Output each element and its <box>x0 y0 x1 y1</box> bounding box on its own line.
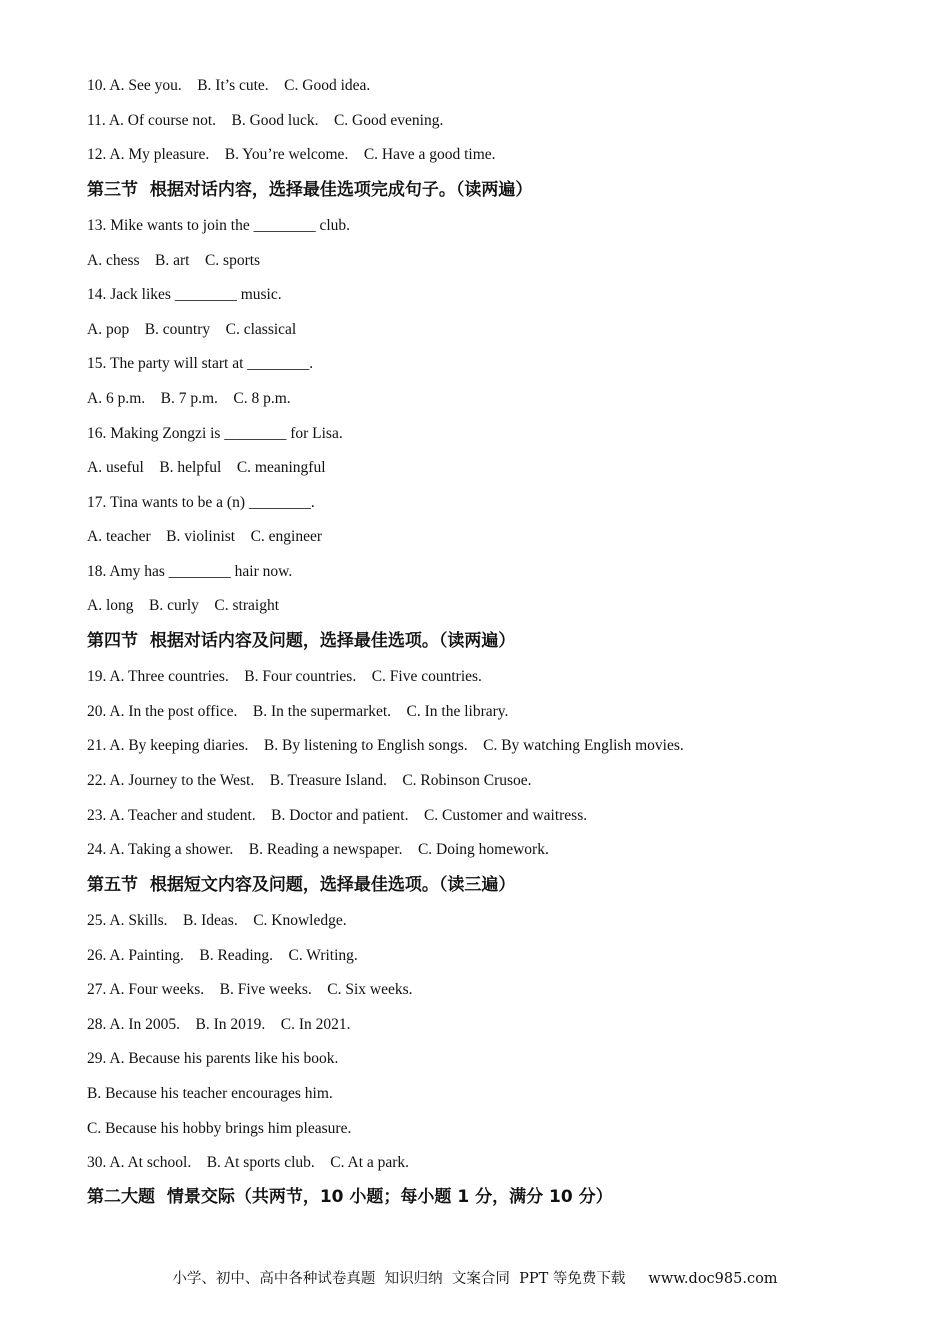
question-21: 21. A. By keeping diaries. B. By listening to English songs. C. By watching English movies. <box>87 737 684 754</box>
question-18: 18. Amy has ________ hair now. <box>87 563 293 580</box>
section-3-heading: 第三节 根据对话内容，选择最佳选项完成句子。（读两遍） <box>87 180 533 200</box>
question-17: 17. Tina wants to be a (n) ________. <box>87 494 315 511</box>
question-29-option-b: B. Because his teacher encourages him. <box>87 1085 333 1102</box>
question-18-options: A. long B. curly C. straight <box>87 597 280 614</box>
section-4-heading: 第四节 根据对话内容及问题，选择最佳选项。（读两遍） <box>87 631 516 651</box>
question-16-options: A. useful B. helpful C. meaningful <box>87 459 326 476</box>
question-28: 28. A. In 2005. B. In 2019. C. In 2021. <box>87 1016 351 1033</box>
question-29: 29. A. Because his parents like his book. <box>87 1050 339 1067</box>
question-22: 22. A. Journey to the West. B. Treasure Island. C. Robinson Crusoe. <box>87 772 532 789</box>
question-13-options: A. chess B. art C. sports <box>87 252 261 269</box>
question-10: 10. A. See you. B. It’s cute. C. Good idea. <box>87 77 371 94</box>
question-27: 27. A. Four weeks. B. Five weeks. C. Six weeks. <box>87 981 413 998</box>
question-30: 30. A. At school. B. At sports club. C. At a park. <box>87 1154 410 1171</box>
question-13: 13. Mike wants to join the ________ club. <box>87 217 351 234</box>
question-11: 11. A. Of course not. B. Good luck. C. Good evening. <box>87 112 444 129</box>
question-15: 15. The party will start at ________. <box>87 355 314 372</box>
question-14-options: A. pop B. country C. classical <box>87 321 297 338</box>
question-12: 12. A. My pleasure. B. You’re welcome. C. Have a good time. <box>87 146 496 163</box>
question-25: 25. A. Skills. B. Ideas. C. Knowledge. <box>87 912 347 929</box>
question-16: 16. Making Zongzi is ________ for Lisa. <box>87 425 343 442</box>
question-17-options: A. teacher B. violinist C. engineer <box>87 528 323 545</box>
page-footer: 小学、初中、高中各种试卷真题 知识归纳 文案合同 PPT 等免费下载 www.doc985.com <box>172 1271 778 1287</box>
question-24: 24. A. Taking a shower. B. Reading a newspaper. C. Doing homework. <box>87 841 549 858</box>
question-29-option-c: C. Because his hobby brings him pleasure. <box>87 1120 352 1137</box>
question-20: 20. A. In the post office. B. In the supermarket. C. In the library. <box>87 703 509 720</box>
question-19: 19. A. Three countries. B. Four countries. C. Five countries. <box>87 668 482 685</box>
question-14: 14. Jack likes ________ music. <box>87 286 282 303</box>
question-15-options: A. 6 p.m. B. 7 p.m. C. 8 p.m. <box>87 390 291 407</box>
question-23: 23. A. Teacher and student. B. Doctor and patient. C. Customer and waitress. <box>87 807 588 824</box>
question-26: 26. A. Painting. B. Reading. C. Writing. <box>87 947 358 964</box>
section-5-heading: 第五节 根据短文内容及问题，选择最佳选项。（读三遍） <box>87 875 516 895</box>
part-2-heading: 第二大题 情景交际（共两节，10 小题；每小题 1 分，满分 10 分） <box>87 1187 613 1207</box>
